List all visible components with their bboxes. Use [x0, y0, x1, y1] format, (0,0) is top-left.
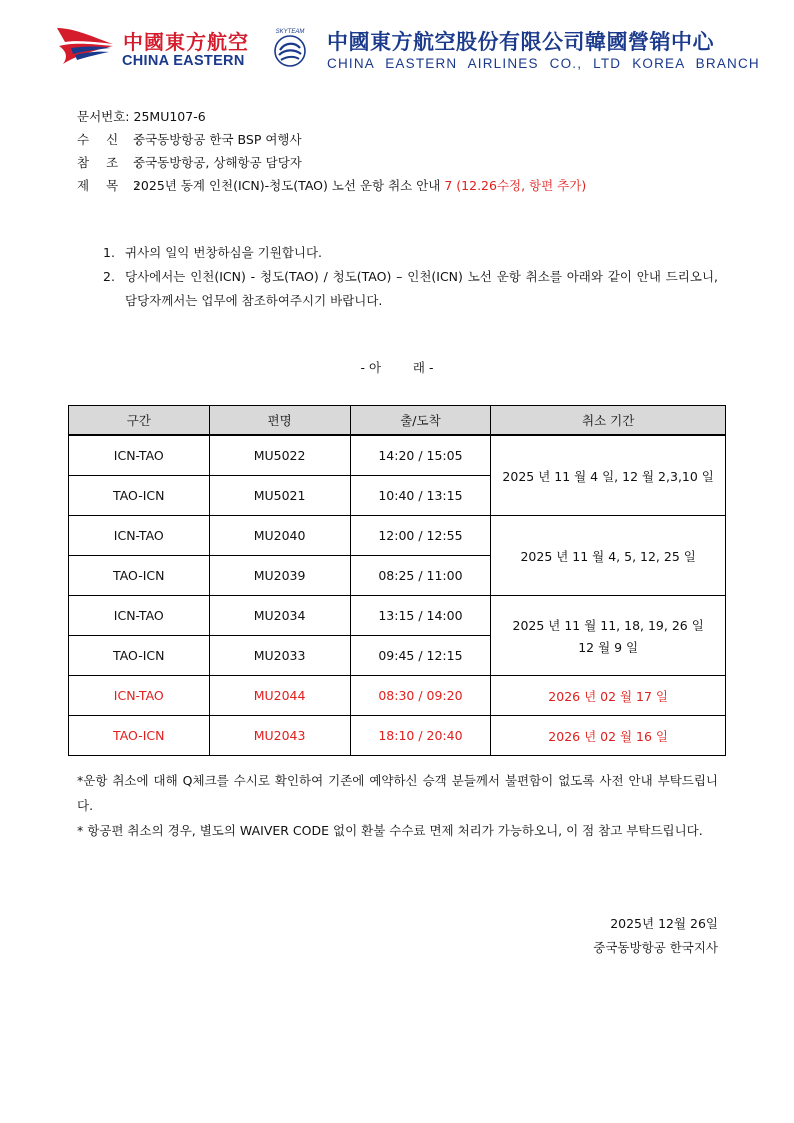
table-row: [69, 435, 726, 476]
period-cell: [491, 596, 726, 676]
note-waiver: * 항공편 취소의 경우, 별도의 WAIVER CODE 없이 환불 수수료 면제 처리가 가능하오니, 이 점 참고 부탁드립니다.: [77, 823, 703, 838]
table-header-row: [69, 406, 726, 436]
item-number: 2.: [103, 269, 115, 284]
meta-reference: [77, 151, 586, 174]
route-cell: ICN-TAO: [69, 435, 210, 476]
body-item-2: [103, 265, 718, 313]
header-flight: 편명: [209, 406, 350, 436]
time-cell: 13:15 / 14:00: [350, 596, 491, 636]
period-cell: 2025 년 11 월 4, 5, 12, 25 일: [491, 516, 726, 596]
route-cell: TAO-ICN: [69, 716, 210, 756]
header-route: 구간: [69, 406, 210, 436]
skyteam-logo-icon: [265, 24, 315, 74]
company-name-chinese: 中國東方航空股份有限公司韓國營销中心: [327, 30, 714, 54]
reference-label: 참조:: [77, 155, 157, 170]
flight-cell: MU2040: [209, 516, 350, 556]
reference-value: 중국동방항공, 상해항공 담당자: [132, 155, 302, 170]
signature-block: [593, 912, 718, 960]
flight-cell: MU2043: [209, 716, 350, 756]
letterhead: [55, 22, 760, 78]
table-row-added: [69, 676, 726, 716]
table-row: [69, 516, 726, 556]
doc-number-label: 문서번호:: [77, 109, 130, 124]
notice-heading-text: - 아 래 -: [360, 360, 434, 375]
subject-label: 제목:: [77, 178, 157, 193]
time-cell: 12:00 / 12:55: [350, 516, 491, 556]
issue-date: 2025년 12월 26일: [610, 916, 718, 931]
time-cell: 18:10 / 20:40: [350, 716, 491, 756]
time-cell: 14:20 / 15:05: [350, 435, 491, 476]
note-q-check: *운항 취소에 대해 Q체크를 수시로 확인하여 기존에 예약하신 승객 분들께서 불편함이 없도록 사전 안내 부탁드립니다.: [77, 773, 718, 813]
document-meta: [77, 105, 586, 197]
notes-section: [77, 768, 718, 843]
china-eastern-swallow-logo-icon: [55, 24, 115, 70]
route-cell: TAO-ICN: [69, 556, 210, 596]
time-cell: 09:45 / 12:15: [350, 636, 491, 676]
brand-name-chinese: 中國東方航空: [123, 30, 249, 54]
recipient-label: 수신:: [77, 132, 157, 147]
table-row: [69, 596, 726, 636]
route-cell: ICN-TAO: [69, 596, 210, 636]
header-time: 출/도착: [350, 406, 491, 436]
flight-cell: MU5021: [209, 476, 350, 516]
subject-revision-note: 7 (12.26수정, 항편 추가): [444, 178, 587, 193]
item-text: 당사에서는 인천(ICN) - 청도(TAO) / 청도(TAO) – 인천(ICN) 노선 운항 취소를 아래와 같이 안내 드리오니, 담당자께서는 업무에 참조하여주시기 바랍니다.: [125, 269, 718, 308]
body-paragraphs: [103, 241, 718, 313]
item-text: 귀사의 일익 번창하심을 기원합니다.: [125, 245, 323, 260]
header-period: 취소 기간: [491, 406, 726, 436]
flight-cell: MU2044: [209, 676, 350, 716]
notice-heading: [0, 358, 794, 376]
body-item-1: [103, 241, 718, 265]
doc-number-value: 25MU107-6: [133, 109, 206, 124]
time-cell: 08:30 / 09:20: [350, 676, 491, 716]
meta-subject: [77, 174, 586, 197]
route-cell: ICN-TAO: [69, 516, 210, 556]
brand-name-english: CHINA EASTERN: [122, 53, 245, 69]
period-cell: 2025 년 11 월 4 일, 12 월 2,3,10 일: [491, 435, 726, 516]
period-cell: 2026 년 02 월 17 일: [491, 676, 726, 716]
flight-cell: MU5022: [209, 435, 350, 476]
time-cell: 10:40 / 13:15: [350, 476, 491, 516]
period-line-2: 12 월 9 일: [578, 639, 639, 655]
recipient-value: 중국동방항공 한국 BSP 여행사: [132, 132, 302, 147]
period-cell: 2026 년 02 월 16 일: [491, 716, 726, 756]
item-number: 1.: [103, 245, 115, 260]
meta-recipient: [77, 128, 586, 151]
route-cell: TAO-ICN: [69, 636, 210, 676]
period-line-1: 2025 년 11 월 11, 18, 19, 26 일: [512, 617, 704, 633]
time-cell: 08:25 / 11:00: [350, 556, 491, 596]
meta-doc-number: [77, 105, 586, 128]
cancellation-schedule-table: [68, 405, 726, 756]
skyteam-wordmark: SKYTEAM: [275, 29, 305, 35]
table-row-added: [69, 716, 726, 756]
flight-cell: MU2033: [209, 636, 350, 676]
flight-cell: MU2034: [209, 596, 350, 636]
route-cell: TAO-ICN: [69, 476, 210, 516]
subject-value: 2025년 동계 인천(ICN)-청도(TAO) 노선 운항 취소 안내: [132, 178, 441, 193]
route-cell: ICN-TAO: [69, 676, 210, 716]
issuer-name: 중국동방항공 한국지사: [593, 940, 718, 955]
company-name-english: CHINA EASTERN AIRLINES CO., LTD KOREA BRANCH: [327, 56, 760, 71]
flight-cell: MU2039: [209, 556, 350, 596]
